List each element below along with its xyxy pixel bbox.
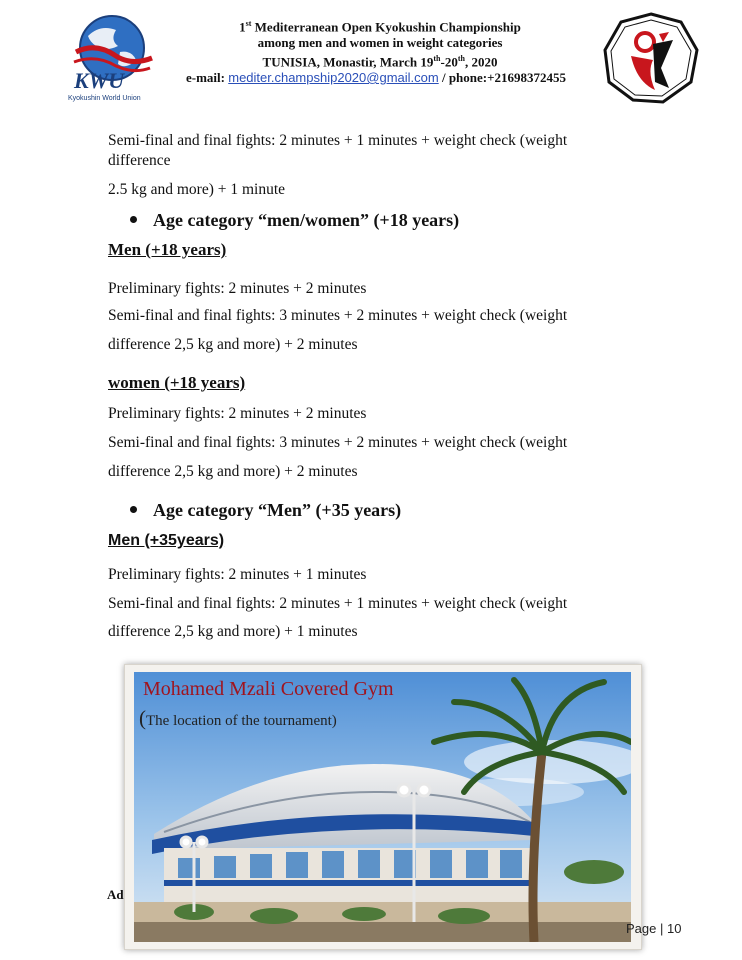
intro-line-1: Semi-final and final fights: 2 minutes + 1 minutes + weight check (weight xyxy=(108,132,568,149)
email-link[interactable]: mediter.champship2020@gmail.com xyxy=(228,70,439,85)
emblem-icon xyxy=(603,12,699,104)
bullet-icon xyxy=(130,216,137,223)
page-number: Page | 10 xyxy=(626,921,682,936)
kwu-logo xyxy=(66,12,158,102)
bullet-age-35: Age category “Men” (+35 years) xyxy=(130,500,401,521)
logo-left-caption: Kyokushin World Union xyxy=(68,95,141,102)
men18-semi-line2: difference 2,5 kg and more) + 2 minutes xyxy=(108,336,358,353)
phone-text: / phone:+21698372455 xyxy=(438,70,567,85)
women18-heading: women (+18 years) xyxy=(108,373,246,392)
men35-semi-line1: Semi-final and final fights: 2 minutes + 1 minutes + weight check (weight xyxy=(108,595,568,612)
globe-icon xyxy=(66,12,158,102)
header-line1: 1st Mediterranean Open Kyokushin Championship xyxy=(239,19,521,35)
bullet-icon xyxy=(130,506,137,513)
logo-left-text: KWU xyxy=(74,68,125,93)
men35-semi-line2: difference 2,5 kg and more) + 1 minutes xyxy=(108,623,358,640)
men18-heading: Men (+18 years) xyxy=(108,240,227,259)
men18-prelim: Preliminary fights: 2 minutes + 2 minutes xyxy=(108,280,367,297)
women18-semi-line2: difference 2,5 kg and more) + 2 minutes xyxy=(108,463,358,480)
men18-semi-line1: Semi-final and final fights: 3 minutes + 2 minutes + weight check (weight xyxy=(108,307,568,324)
photo-caption: (The location of the tournament) xyxy=(139,706,337,730)
header-contact xyxy=(186,70,566,86)
header-line2: among men and women in weight categories xyxy=(257,35,503,51)
intro-line-2: difference xyxy=(108,152,171,169)
photo-title: Mohamed Mzali Covered Gym xyxy=(143,678,394,700)
men35-heading: Men (+35years) xyxy=(108,532,225,549)
intro-line-3: 2.5 kg and more) + 1 minute xyxy=(108,181,286,198)
women18-semi-line1: Semi-final and final fights: 3 minutes + 2 minutes + weight check (weight xyxy=(108,434,568,451)
bullet-age-18: Age category “men/women” (+18 years) xyxy=(130,210,459,231)
women18-prelim: Preliminary fights: 2 minutes + 2 minutes xyxy=(108,405,367,422)
email-label: e-mail: xyxy=(186,70,229,85)
footer-ad-text: Ad xyxy=(107,887,124,902)
header-title-block xyxy=(170,16,590,71)
championship-emblem xyxy=(603,12,699,104)
header-line3: TUNISIA, Monastir, March 19th-20th, 2020 xyxy=(262,54,498,70)
men35-prelim: Preliminary fights: 2 minutes + 1 minutes xyxy=(108,566,367,583)
